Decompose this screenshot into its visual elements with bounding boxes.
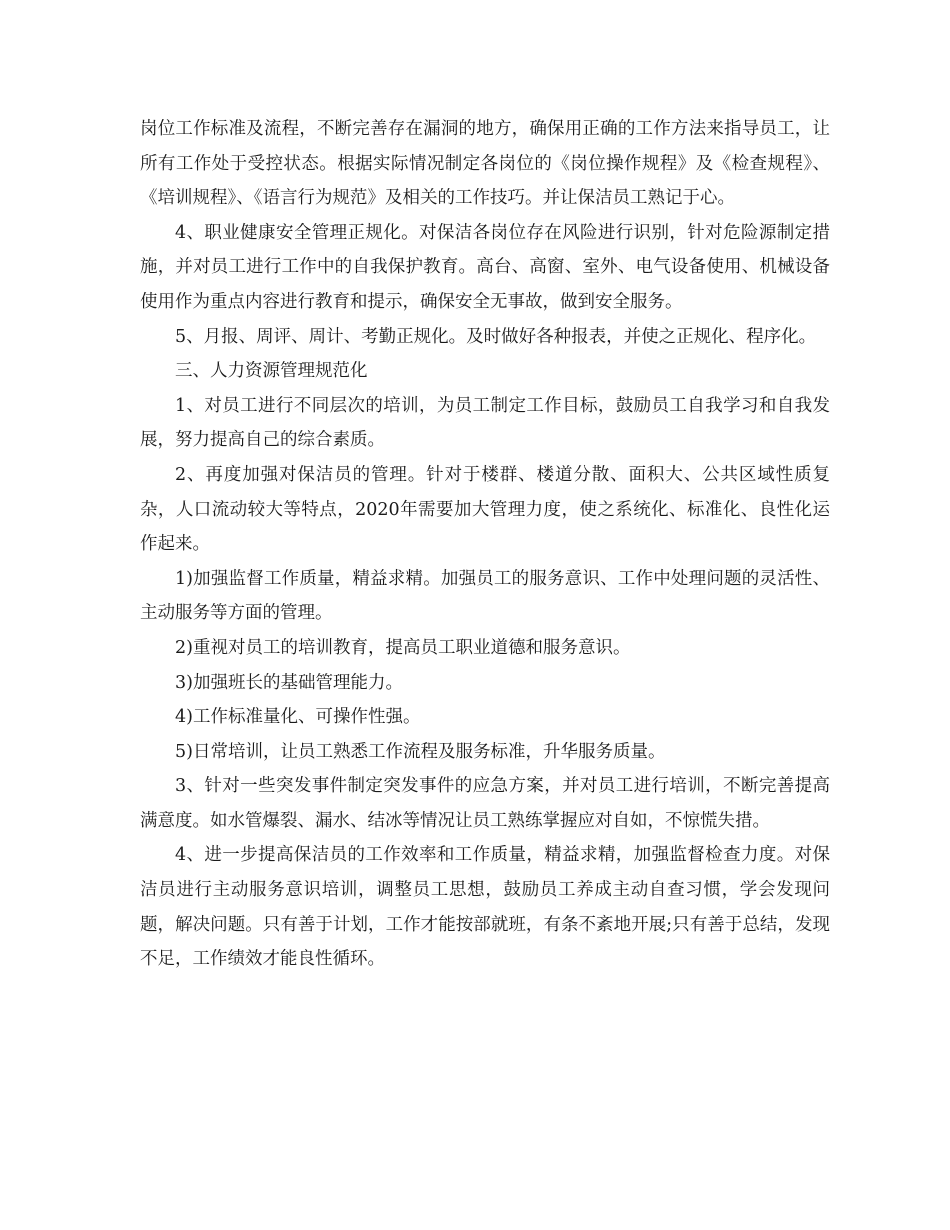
subitem-2: 2)重视对员工的培训教育，提高员工职业道德和服务意识。 bbox=[175, 637, 631, 658]
subitem-3: 3)加强班长的基础管理能力。 bbox=[175, 672, 403, 693]
paragraph-hr-item-4: 4、进一步提高保洁员的工作效率和工作质量，精益求精，加强监督检查力度。对保洁员进行主动服务意识培训，调整员工思想，鼓励员工养成主动自查习惯，学会发现问题，解决问题。只有善于计划，工作才能按部就班，有条不紊地开展;只有善于总结，发现不足，工作绩效才能良性循环。 bbox=[140, 845, 830, 970]
paragraph-continuation: 岗位工作标准及流程，不断完善存在漏洞的地方，确保用正确的工作方法来指导员工，让所有工作处于受控状态。根据实际情况制定各岗位的《岗位操作规程》及《检查规程》、《培训规程》、《语言行为规范》及相关的工作技巧。并让保洁员工熟记于心。 bbox=[140, 119, 830, 209]
section-heading-hr: 三、人力资源管理规范化 bbox=[175, 361, 368, 382]
paragraph-hr-item-2: 2、再度加强对保洁员的管理。针对于楼群、楼道分散、面积大、公共区域性质复杂，人口流动较大等特点，2020年需要加大管理力度，使之系统化、标准化、良性化运作起来。 bbox=[140, 464, 830, 555]
subitem-1: 1)加强监督工作质量，精益求精。加强员工的服务意识、工作中处理问题的灵活性、主动服务等方面的管理。 bbox=[140, 568, 830, 624]
subitem-4: 4)工作标准量化、可操作性强。 bbox=[175, 707, 421, 728]
subitem-5: 5)日常培训，让员工熟悉工作流程及服务标准，升华服务质量。 bbox=[175, 741, 666, 762]
paragraph-item-5-reports: 5、月报、周评、周计、考勤正规化。及时做好各种报表，并使之正规化、程序化。 bbox=[175, 326, 817, 347]
paragraph-item-4-occupational-safety: 4、职业健康安全管理正规化。对保洁各岗位存在风险进行识别，针对危险源制定措施，并对员工进行工作中的自我保护教育。高台、高窗、室外、电气设备使用、机械设备使用作为重点内容进行教育和提示，确保安全无事故，做到安全服务。 bbox=[140, 222, 830, 312]
document-body bbox=[140, 112, 830, 977]
paragraph-hr-item-1: 1、对员工进行不同层次的培训，为员工制定工作目标，鼓励员工自我学习和自我发展，努力提高自己的综合素质。 bbox=[140, 395, 830, 451]
paragraph-hr-item-3: 3、针对一些突发事件制定突发事件的应急方案，并对员工进行培训，不断完善提高满意度。如水管爆裂、漏水、结冰等情况让员工熟练掌握应对自如，不惊慌失措。 bbox=[140, 776, 830, 831]
